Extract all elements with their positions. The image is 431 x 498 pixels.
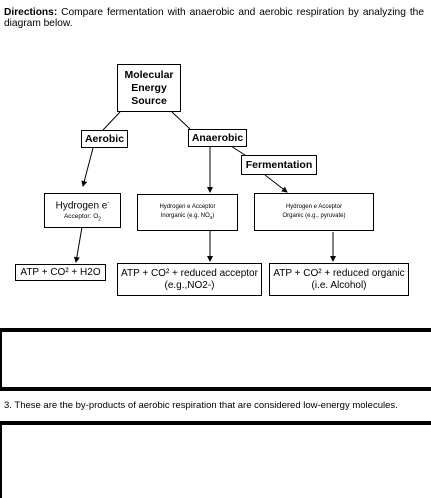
aerobic-acceptor-line1: Hydrogen e- (55, 199, 110, 212)
source-line-2: Energy (131, 81, 167, 94)
anaerobic-acceptor-line2: Inorganic (e.g. $NO_3$) (160, 212, 215, 221)
anaerobic-result-line1: ATP + CO² + reduced acceptor (121, 267, 258, 279)
source-line-3: Source (131, 94, 167, 107)
directions-text (4, 7, 424, 29)
fermentation-result-line2: (i.e. Alcohol) (311, 279, 367, 291)
fermentation-box (241, 155, 317, 175)
aerobic-label: Aerobic (84, 132, 125, 145)
arrow-aerobic-acceptor (83, 148, 93, 186)
aerobic-acceptor-box (44, 193, 121, 228)
anaerobic-box (188, 129, 247, 147)
anaerobic-result-line2: (e.g.,NO2-) (164, 279, 215, 291)
line-source-anaerobic (172, 112, 190, 129)
aerobic-result-text: ATP + CO² + H2O (20, 266, 101, 278)
source-line-1: Molecular (124, 68, 174, 81)
anaerobic-acceptor-line1: Hydrogen e Acceptor (159, 203, 216, 210)
fermentation-acceptor-box (254, 193, 374, 231)
anaerobic-acceptor-box (137, 194, 238, 231)
molecular-energy-source-box (117, 64, 181, 112)
directions-label: Directions: (4, 7, 58, 18)
line-source-aerobic (103, 112, 120, 130)
fermentation-label: Fermentation (245, 158, 313, 171)
answer-box-1[interactable] (0, 328, 431, 391)
aerobic-result-box (15, 264, 106, 281)
anaerobic-label: Anaerobic (191, 131, 244, 144)
anaerobic-result-box (117, 263, 262, 296)
aerobic-acceptor-line2: Acceptor: $O_2$ (63, 213, 102, 223)
fermentation-acceptor-line2: Organic (e.g., pyruvate) (282, 213, 346, 219)
answer-box-3[interactable] (0, 421, 431, 498)
question-3-text: 3. These are the by-products of aerobic respiration that are considered low-energy molecules. (4, 400, 398, 411)
arrow-aerobic-result (76, 227, 82, 262)
fermentation-result-line1: ATP + CO² + reduced organic (273, 267, 405, 279)
aerobic-box (81, 130, 128, 148)
fermentation-result-box (269, 263, 409, 296)
arrow-fermentation-acceptor (265, 175, 287, 192)
fermentation-acceptor-line1: Hydrogen e Acceptor (285, 204, 343, 210)
directions-body: Compare fermentation with anaerobic and aerobic respiration by analyzing the diagram below. (4, 7, 424, 29)
